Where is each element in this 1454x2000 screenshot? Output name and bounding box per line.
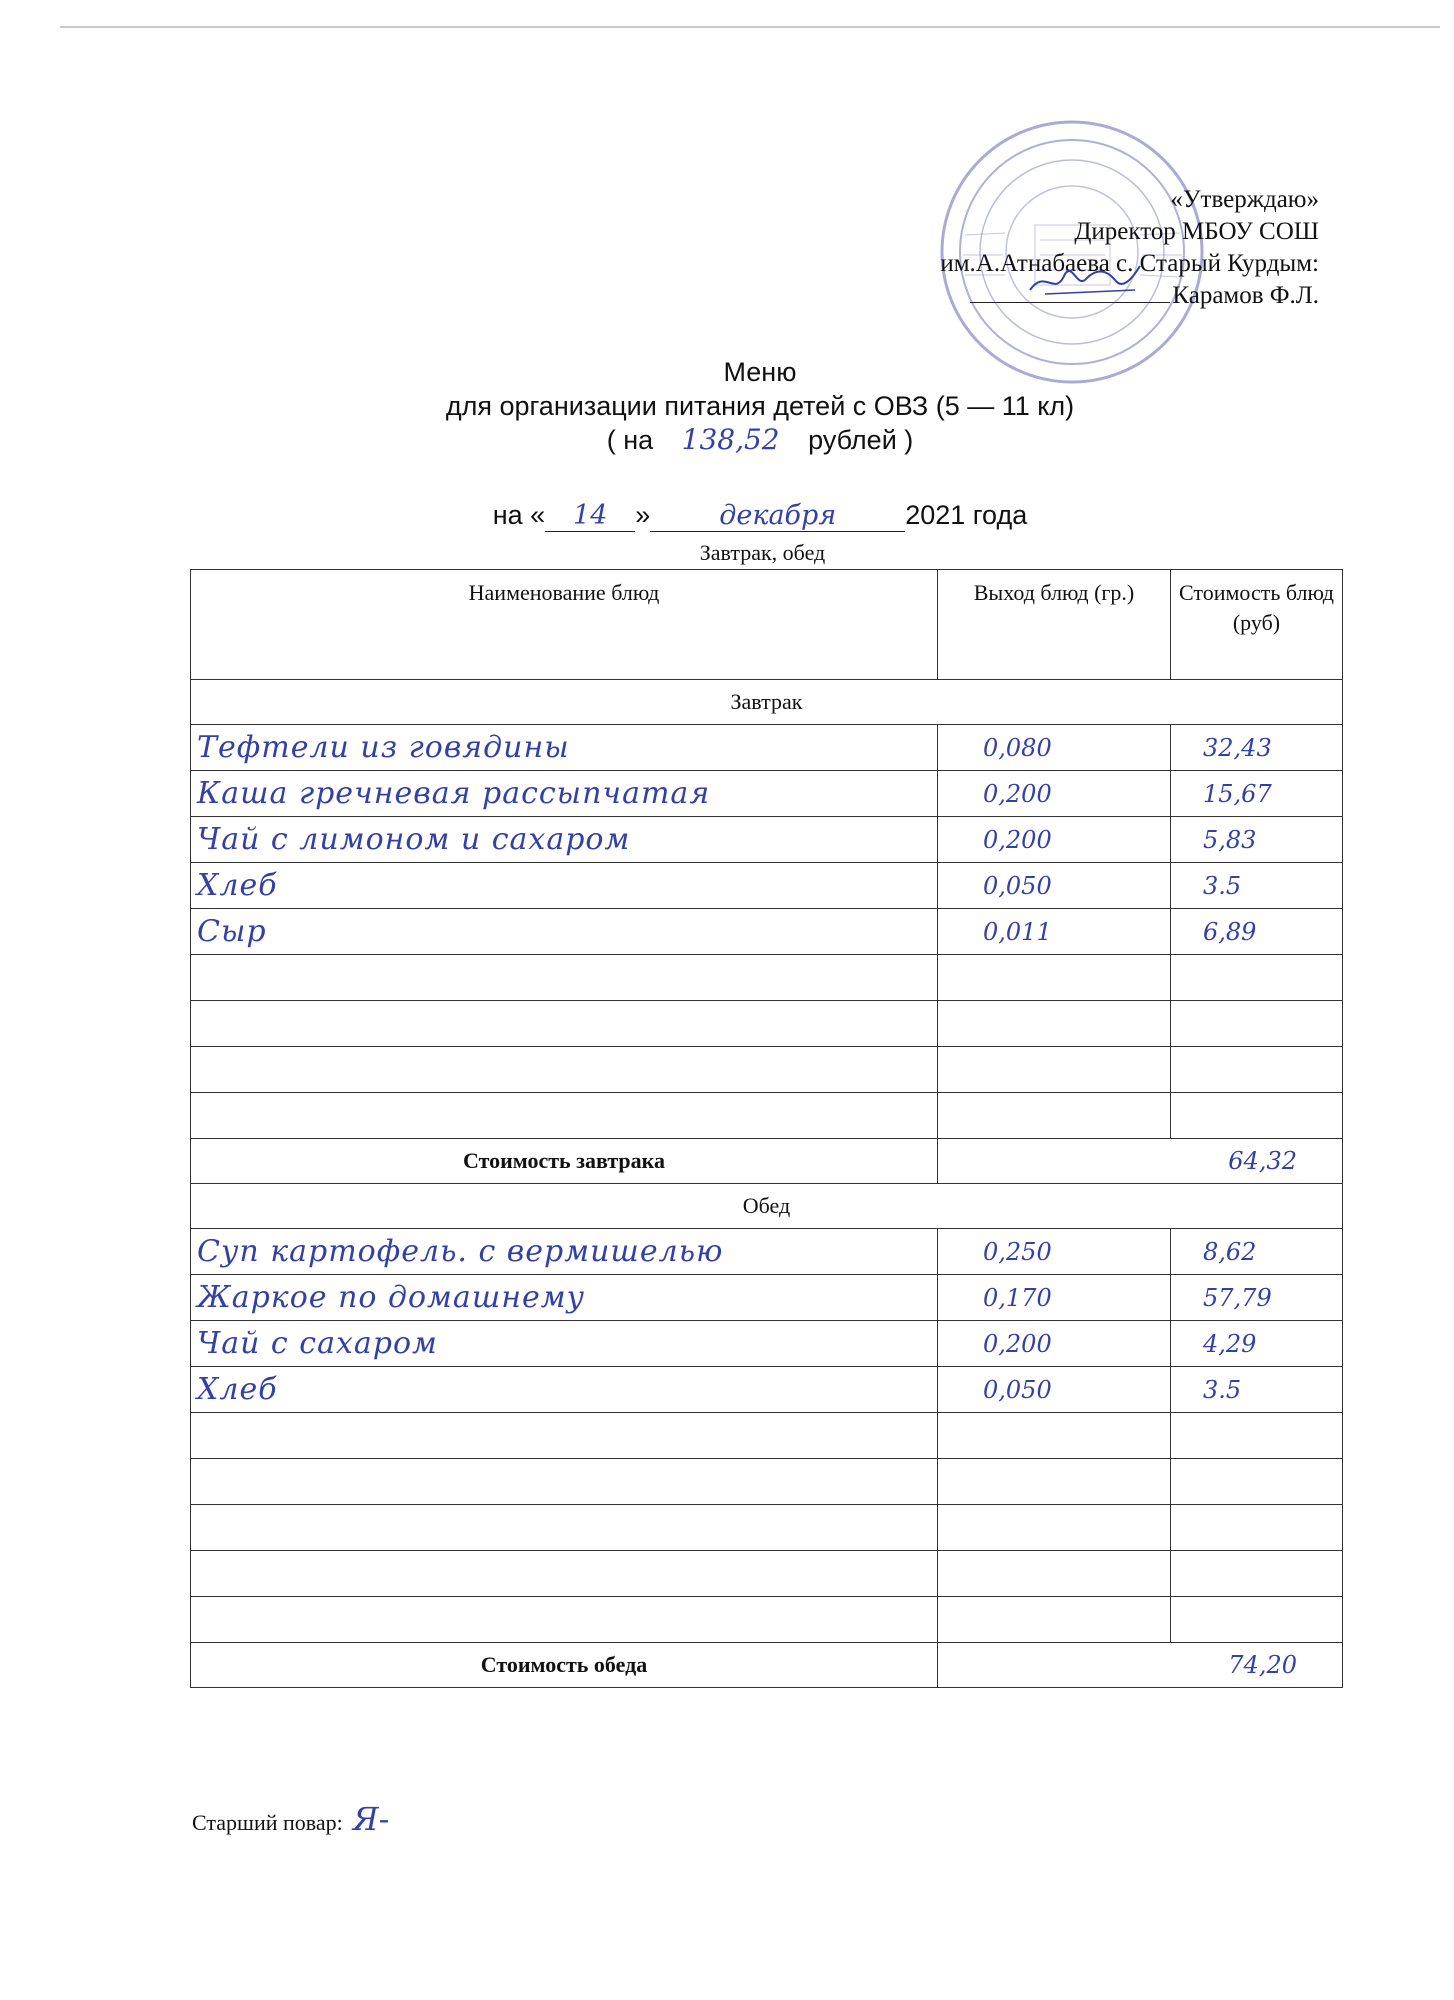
cost-cell: 15,67: [1171, 771, 1343, 817]
dish-name-cell: Чай с лимоном и сахаром: [191, 817, 938, 863]
breakfast-section-row: [191, 680, 1343, 725]
dish-name-cell: Суп картофель. с вермишелью: [191, 1229, 938, 1275]
breakfast-total-label: Стоимость завтрака: [191, 1139, 938, 1184]
weight-cell: [938, 1001, 1171, 1047]
cost-cell: [1171, 1001, 1343, 1047]
title-purpose: для организации питания детей с ОВЗ (5 — 11 кл): [445, 391, 1075, 421]
weight-cell: [938, 1093, 1171, 1139]
dish-name-cell: Чай с сахаром: [191, 1321, 938, 1367]
cost-cell: [1171, 1551, 1343, 1597]
cost-cell: 5,83: [1171, 817, 1343, 863]
dish-name-cell: [191, 1597, 938, 1643]
cost-cell: 6,89: [1171, 909, 1343, 955]
dish-name-cell: Хлеб: [191, 863, 938, 909]
breakfast-title: Завтрак: [191, 680, 1343, 725]
weight-cell: [938, 1413, 1171, 1459]
weight-cell: [938, 1047, 1171, 1093]
breakfast-items: [191, 725, 1343, 1139]
cost-cell: 8,62: [1171, 1229, 1343, 1275]
table-caption: Завтрак, обед: [699, 540, 826, 565]
title-amount: [0, 423, 1454, 457]
table-row: [191, 1093, 1343, 1139]
cost-cell: [1171, 1505, 1343, 1551]
breakfast-total-row: [191, 1139, 1343, 1184]
table-row: [191, 1367, 1343, 1413]
dish-name-cell: [191, 1093, 938, 1139]
cost-cell: 3.5: [1171, 1367, 1343, 1413]
cost-cell: 32,43: [1171, 725, 1343, 771]
title-menu: Меню: [723, 357, 797, 387]
weight-cell: 0,200: [938, 817, 1171, 863]
amount-value: 138,52: [681, 423, 780, 456]
top-border-line: [60, 26, 1440, 28]
lunch-title: Обед: [191, 1184, 1343, 1229]
dish-name-cell: [191, 1505, 938, 1551]
dish-name-cell: Тефтели из говядины: [191, 725, 938, 771]
dish-name-cell: [191, 1459, 938, 1505]
dish-name-cell: [191, 1047, 938, 1093]
director-title: Директор МБОУ СОШ: [1074, 218, 1319, 245]
weight-cell: [938, 1551, 1171, 1597]
dish-name-cell: [191, 1551, 938, 1597]
dish-name-cell: Сыр: [191, 909, 938, 955]
cook-signature: Я-: [352, 1800, 390, 1838]
table-row: [191, 1505, 1343, 1551]
table-row: [191, 771, 1343, 817]
date-month: декабря: [650, 500, 905, 532]
cost-cell: [1171, 1413, 1343, 1459]
lunch-items: [191, 1229, 1343, 1643]
table-row: [191, 1047, 1343, 1093]
weight-cell: 0,200: [938, 771, 1171, 817]
cost-cell: 57,79: [1171, 1275, 1343, 1321]
date-prefix: на «: [492, 500, 546, 530]
table-row: [191, 1275, 1343, 1321]
weight-cell: 0,050: [938, 863, 1171, 909]
lunch-total-value: 74,20: [938, 1643, 1343, 1688]
cook-label: Старший повар:: [192, 1810, 343, 1835]
cost-cell: [1171, 1093, 1343, 1139]
menu-table: [190, 569, 1343, 1688]
weight-cell: 0,250: [938, 1229, 1171, 1275]
lunch-total-row: [191, 1643, 1343, 1688]
signature-underline: [970, 280, 1170, 303]
weight-cell: 0,011: [938, 909, 1171, 955]
table-row: [191, 1551, 1343, 1597]
lunch-section-row: [191, 1184, 1343, 1229]
breakfast-total-value: 64,32: [938, 1139, 1343, 1184]
amount-prefix: ( на: [606, 425, 654, 455]
weight-cell: [938, 1505, 1171, 1551]
weight-cell: 0,170: [938, 1275, 1171, 1321]
lunch-total-label: Стоимость обеда: [191, 1643, 938, 1688]
dish-name-cell: [191, 1001, 938, 1047]
dish-name-cell: Хлеб: [191, 1367, 938, 1413]
weight-cell: [938, 1459, 1171, 1505]
weight-cell: [938, 955, 1171, 1001]
cost-cell: [1171, 1597, 1343, 1643]
header-weight: Выход блюд (гр.): [938, 570, 1171, 680]
cook-signature-block: [192, 1800, 389, 1838]
dish-name-cell: [191, 955, 938, 1001]
table-row: [191, 863, 1343, 909]
cost-cell: [1171, 1047, 1343, 1093]
table-header-row: [191, 570, 1343, 680]
header-dish-name: Наименование блюд: [191, 570, 938, 680]
header-cost: Стоимость блюд (руб): [1171, 570, 1343, 680]
table-row: [191, 1001, 1343, 1047]
cost-cell: [1171, 955, 1343, 1001]
dish-name-cell: [191, 1413, 938, 1459]
table-row: [191, 725, 1343, 771]
school-name: им.А.Атнабаева с. Старый Курдым:: [940, 250, 1319, 277]
amount-suffix: рублей ): [808, 425, 914, 455]
table-row: [191, 1459, 1343, 1505]
dish-name-cell: Жаркое по домашнему: [191, 1275, 938, 1321]
director-name: Карамов Ф.Л.: [1172, 282, 1319, 309]
cost-cell: 3.5: [1171, 863, 1343, 909]
approval-block: [940, 184, 1319, 312]
table-row: [191, 955, 1343, 1001]
dish-name-cell: Каша гречневая рассыпчатая: [191, 771, 938, 817]
table-row: [191, 909, 1343, 955]
date-mid: »: [635, 500, 651, 530]
weight-cell: [938, 1597, 1171, 1643]
date-suffix: 2021 года: [905, 500, 1028, 530]
approval-heading: «Утверждаю»: [1170, 186, 1319, 213]
cost-cell: [1171, 1459, 1343, 1505]
menu-date: [0, 500, 1454, 532]
document-title: [0, 355, 1454, 457]
weight-cell: 0,050: [938, 1367, 1171, 1413]
table-row: [191, 1413, 1343, 1459]
weight-cell: 0,080: [938, 725, 1171, 771]
director-signature-line: [940, 280, 1319, 312]
director-signature: [1025, 260, 1145, 302]
table-row: [191, 817, 1343, 863]
date-day: 14: [545, 500, 635, 532]
table-row: [191, 1321, 1343, 1367]
weight-cell: 0,200: [938, 1321, 1171, 1367]
table-row: [191, 1229, 1343, 1275]
cost-cell: 4,29: [1171, 1321, 1343, 1367]
table-row: [191, 1597, 1343, 1643]
